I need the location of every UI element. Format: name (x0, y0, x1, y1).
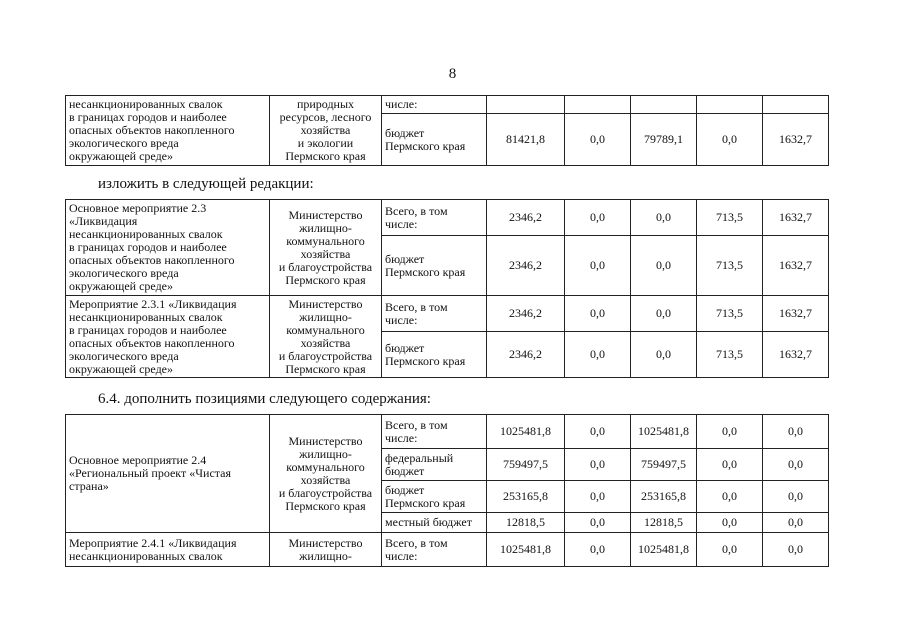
amount-cell (565, 96, 631, 114)
amount-cell: 0,0 (565, 415, 631, 449)
measure-name-cell: Мероприятие 2.3.1 «Ликвидация несанкционированных свалок в границах городов и наиболее опасных объектов накопленного экологического вреда окружающей среде» (66, 296, 270, 378)
amount-cell: 0,0 (565, 236, 631, 296)
table-row (66, 415, 829, 449)
paragraph-edit-instruction: изложить в следующей редакции: (98, 176, 314, 192)
amount-cell: 759497,5 (487, 449, 565, 481)
amount-cell: 2346,2 (487, 296, 565, 332)
measure-name-cell: Основное мероприятие 2.3 «Ликвидация несанкционированных свалок в границах городов и наиболее опасных объектов накопленного экологического вреда окружающей среде» (66, 200, 270, 296)
amount-cell: 1025481,8 (631, 533, 697, 567)
amount-cell: 0,0 (631, 200, 697, 236)
amount-cell: 0,0 (565, 200, 631, 236)
amount-cell: 0,0 (763, 481, 829, 513)
funding-source-cell: местный бюджет (382, 513, 487, 533)
amount-cell: 2346,2 (487, 236, 565, 296)
amount-cell: 0,0 (565, 533, 631, 567)
amount-cell: 1025481,8 (487, 415, 565, 449)
amount-cell: 0,0 (697, 449, 763, 481)
amount-cell (487, 96, 565, 114)
responsible-executor-cell: Министерство жилищно- коммунального хозяйства и благоустройства Пермского края (270, 296, 382, 378)
amount-cell: 253165,8 (487, 481, 565, 513)
amount-cell: 713,5 (697, 200, 763, 236)
amount-cell: 759497,5 (631, 449, 697, 481)
amount-cell: 0,0 (565, 114, 631, 166)
measure-name-cell: несанкционированных свалок в границах городов и наиболее опасных объектов накопленного экологического вреда окружающей среде» (66, 96, 270, 166)
amount-cell: 0,0 (763, 533, 829, 567)
amount-cell: 0,0 (697, 114, 763, 166)
amount-cell: 0,0 (763, 449, 829, 481)
responsible-executor-cell: природных ресурсов, лесного хозяйства и экологии Пермского края (270, 96, 382, 166)
amount-cell: 713,5 (697, 332, 763, 378)
amount-cell: 0,0 (697, 481, 763, 513)
amount-cell: 0,0 (697, 415, 763, 449)
amount-cell: 0,0 (565, 449, 631, 481)
funding-source-cell: числе: (382, 96, 487, 114)
responsible-executor-cell: Министерство жилищно- коммунального хозяйства и благоустройства Пермского края (270, 415, 382, 533)
funding-source-cell: бюджет Пермского края (382, 332, 487, 378)
amount-cell: 0,0 (631, 332, 697, 378)
amount-cell: 2346,2 (487, 332, 565, 378)
amount-cell: 12818,5 (631, 513, 697, 533)
funding-source-cell: бюджет Пермского края (382, 236, 487, 296)
amount-cell: 0,0 (631, 236, 697, 296)
table-row (66, 533, 829, 567)
amount-cell: 0,0 (565, 296, 631, 332)
amount-cell: 0,0 (565, 481, 631, 513)
funding-source-cell: Всего, в том числе: (382, 200, 487, 236)
amount-cell: 0,0 (565, 513, 631, 533)
amount-cell: 79789,1 (631, 114, 697, 166)
amount-cell (763, 96, 829, 114)
amount-cell (631, 96, 697, 114)
amount-cell: 0,0 (631, 296, 697, 332)
table-row (66, 296, 829, 332)
amount-cell: 713,5 (697, 236, 763, 296)
amount-cell: 1632,7 (763, 236, 829, 296)
amount-cell: 81421,8 (487, 114, 565, 166)
table-mid (65, 199, 829, 378)
measure-name-cell: Основное мероприятие 2.4 «Региональный проект «Чистая страна» (66, 415, 270, 533)
responsible-executor-cell: Министерство жилищно- (270, 533, 382, 567)
paragraph-add-positions: 6.4. дополнить позициями следующего содержания: (98, 391, 431, 407)
responsible-executor-cell: Министерство жилищно- коммунального хозяйства и благоустройства Пермского края (270, 200, 382, 296)
amount-cell: 713,5 (697, 296, 763, 332)
funding-source-cell: федеральный бюджет (382, 449, 487, 481)
funding-source-cell: бюджет Пермского края (382, 481, 487, 513)
funding-source-cell: Всего, в том числе: (382, 533, 487, 567)
amount-cell: 1025481,8 (631, 415, 697, 449)
table-row (66, 200, 829, 236)
funding-source-cell: Всего, в том числе: (382, 415, 487, 449)
amount-cell: 253165,8 (631, 481, 697, 513)
table-bot (65, 414, 829, 567)
amount-cell: 2346,2 (487, 200, 565, 236)
amount-cell: 1632,7 (763, 200, 829, 236)
amount-cell: 0,0 (697, 513, 763, 533)
amount-cell: 0,0 (565, 332, 631, 378)
measure-name-cell: Мероприятие 2.4.1 «Ликвидация несанкционированных свалок (66, 533, 270, 567)
amount-cell: 1632,7 (763, 296, 829, 332)
amount-cell: 0,0 (763, 513, 829, 533)
amount-cell: 0,0 (763, 415, 829, 449)
amount-cell (697, 96, 763, 114)
funding-source-cell: бюджет Пермского края (382, 114, 487, 166)
amount-cell: 1632,7 (763, 332, 829, 378)
page-number: 8 (448, 66, 457, 82)
amount-cell: 0,0 (697, 533, 763, 567)
amount-cell: 1025481,8 (487, 533, 565, 567)
funding-source-cell: Всего, в том числе: (382, 296, 487, 332)
table-row (66, 96, 829, 114)
amount-cell: 12818,5 (487, 513, 565, 533)
table-top (65, 95, 829, 166)
amount-cell: 1632,7 (763, 114, 829, 166)
